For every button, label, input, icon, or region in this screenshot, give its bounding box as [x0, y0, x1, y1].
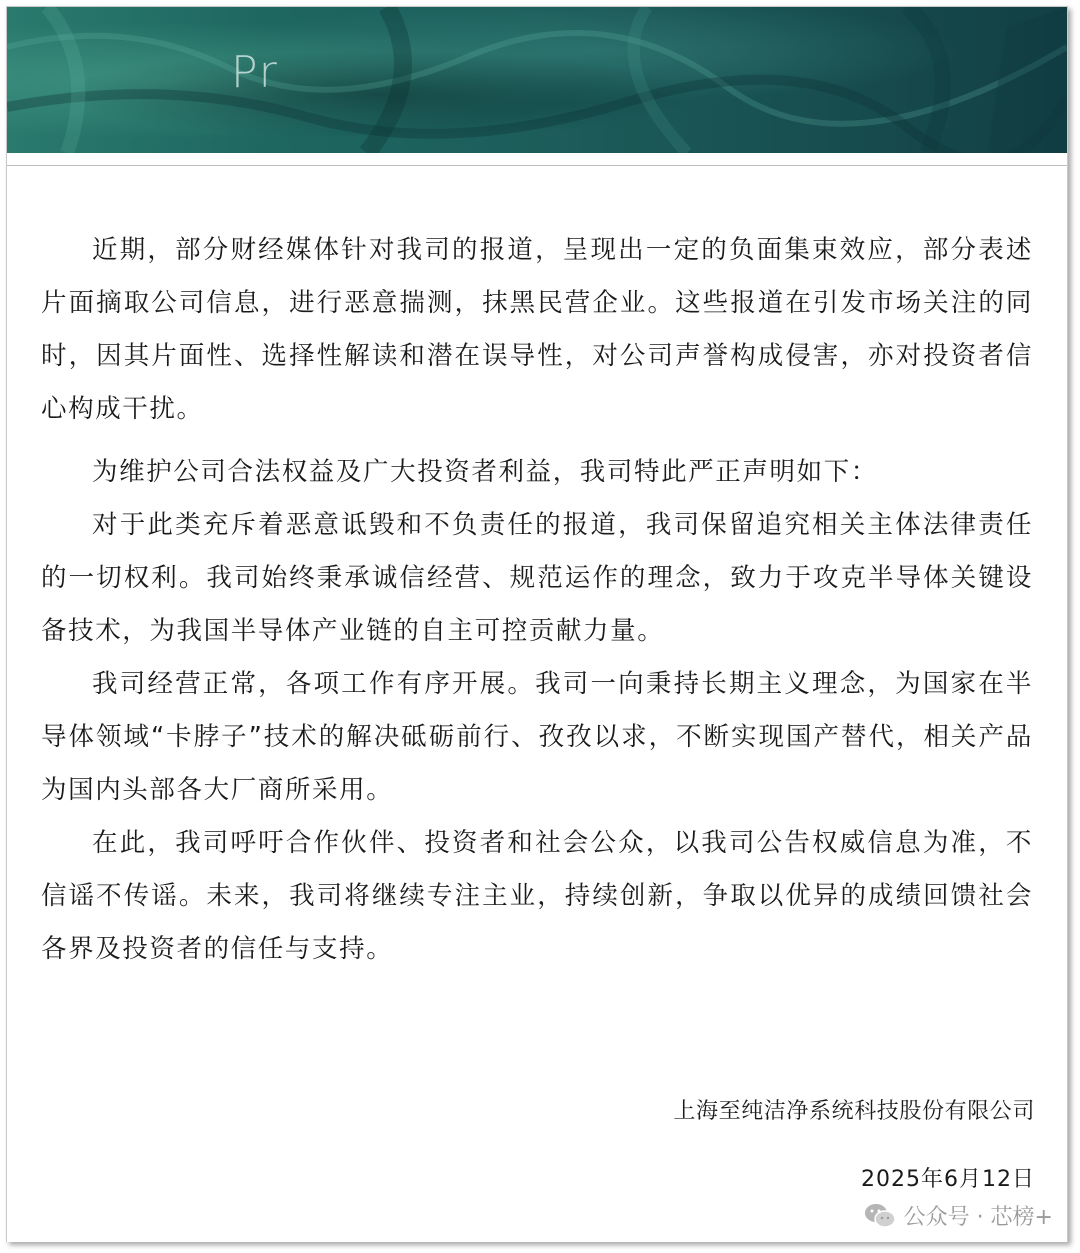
statement-date: 2025年6月12日: [861, 1167, 1035, 1192]
document-frame: [6, 6, 1068, 1242]
watermark-text: 公众号 · 芯榜+: [903, 1205, 1053, 1230]
paragraph-1: 近期，部分财经媒体针对我司的报道，呈现出一定的负面集束效应，部分表述片面摘取公司信息，进行恶意揣测，抹黑民营企业。这些报道在引发市场关注的同时，因其片面性、选择性解读和潜在误导性，对公司声誉构成侵害，亦对投资者信心构成干扰。: [41, 235, 1033, 424]
statement-body: [41, 224, 1033, 976]
paragraph-5: 在此，我司呼吁合作伙伴、投资者和社会公众，以我司公告权威信息为准，不信谣不传谣。未来，我司将继续专注主业，持续创新，争取以优异的成绩回馈社会各界及投资者的信任与支持。: [41, 828, 1033, 964]
company-signature: 上海至纯洁净系统科技股份有限公司: [673, 1099, 1035, 1124]
banner-title-fragment: Pr: [231, 47, 279, 98]
banner-texture-image: [7, 7, 1067, 153]
watermark: [864, 1200, 1053, 1231]
paragraph-4: 我司经营正常，各项工作有序开展。我司一向秉持长期主义理念，为国家在半导体领域“卡脖子”技术的解决砥砺前行、孜孜以求，不断实现国产替代，相关产品为国内头部各大厂商所采用。: [41, 669, 1033, 805]
paragraph-3: 对于此类充斥着恶意诋毁和不负责任的报道，我司保留追究相关主体法律责任的一切权利。我司始终秉承诚信经营、规范运作的理念，致力于攻克半导体关键设备技术，为我国半导体产业链的自主可控贡献力量。: [41, 510, 1033, 646]
paragraph-2: 为维护公司合法权益及广大投资者利益，我司特此严正声明如下：: [92, 457, 878, 487]
wechat-icon: [864, 1203, 896, 1229]
statement-box: [7, 165, 1067, 1242]
header-banner: [7, 7, 1067, 153]
